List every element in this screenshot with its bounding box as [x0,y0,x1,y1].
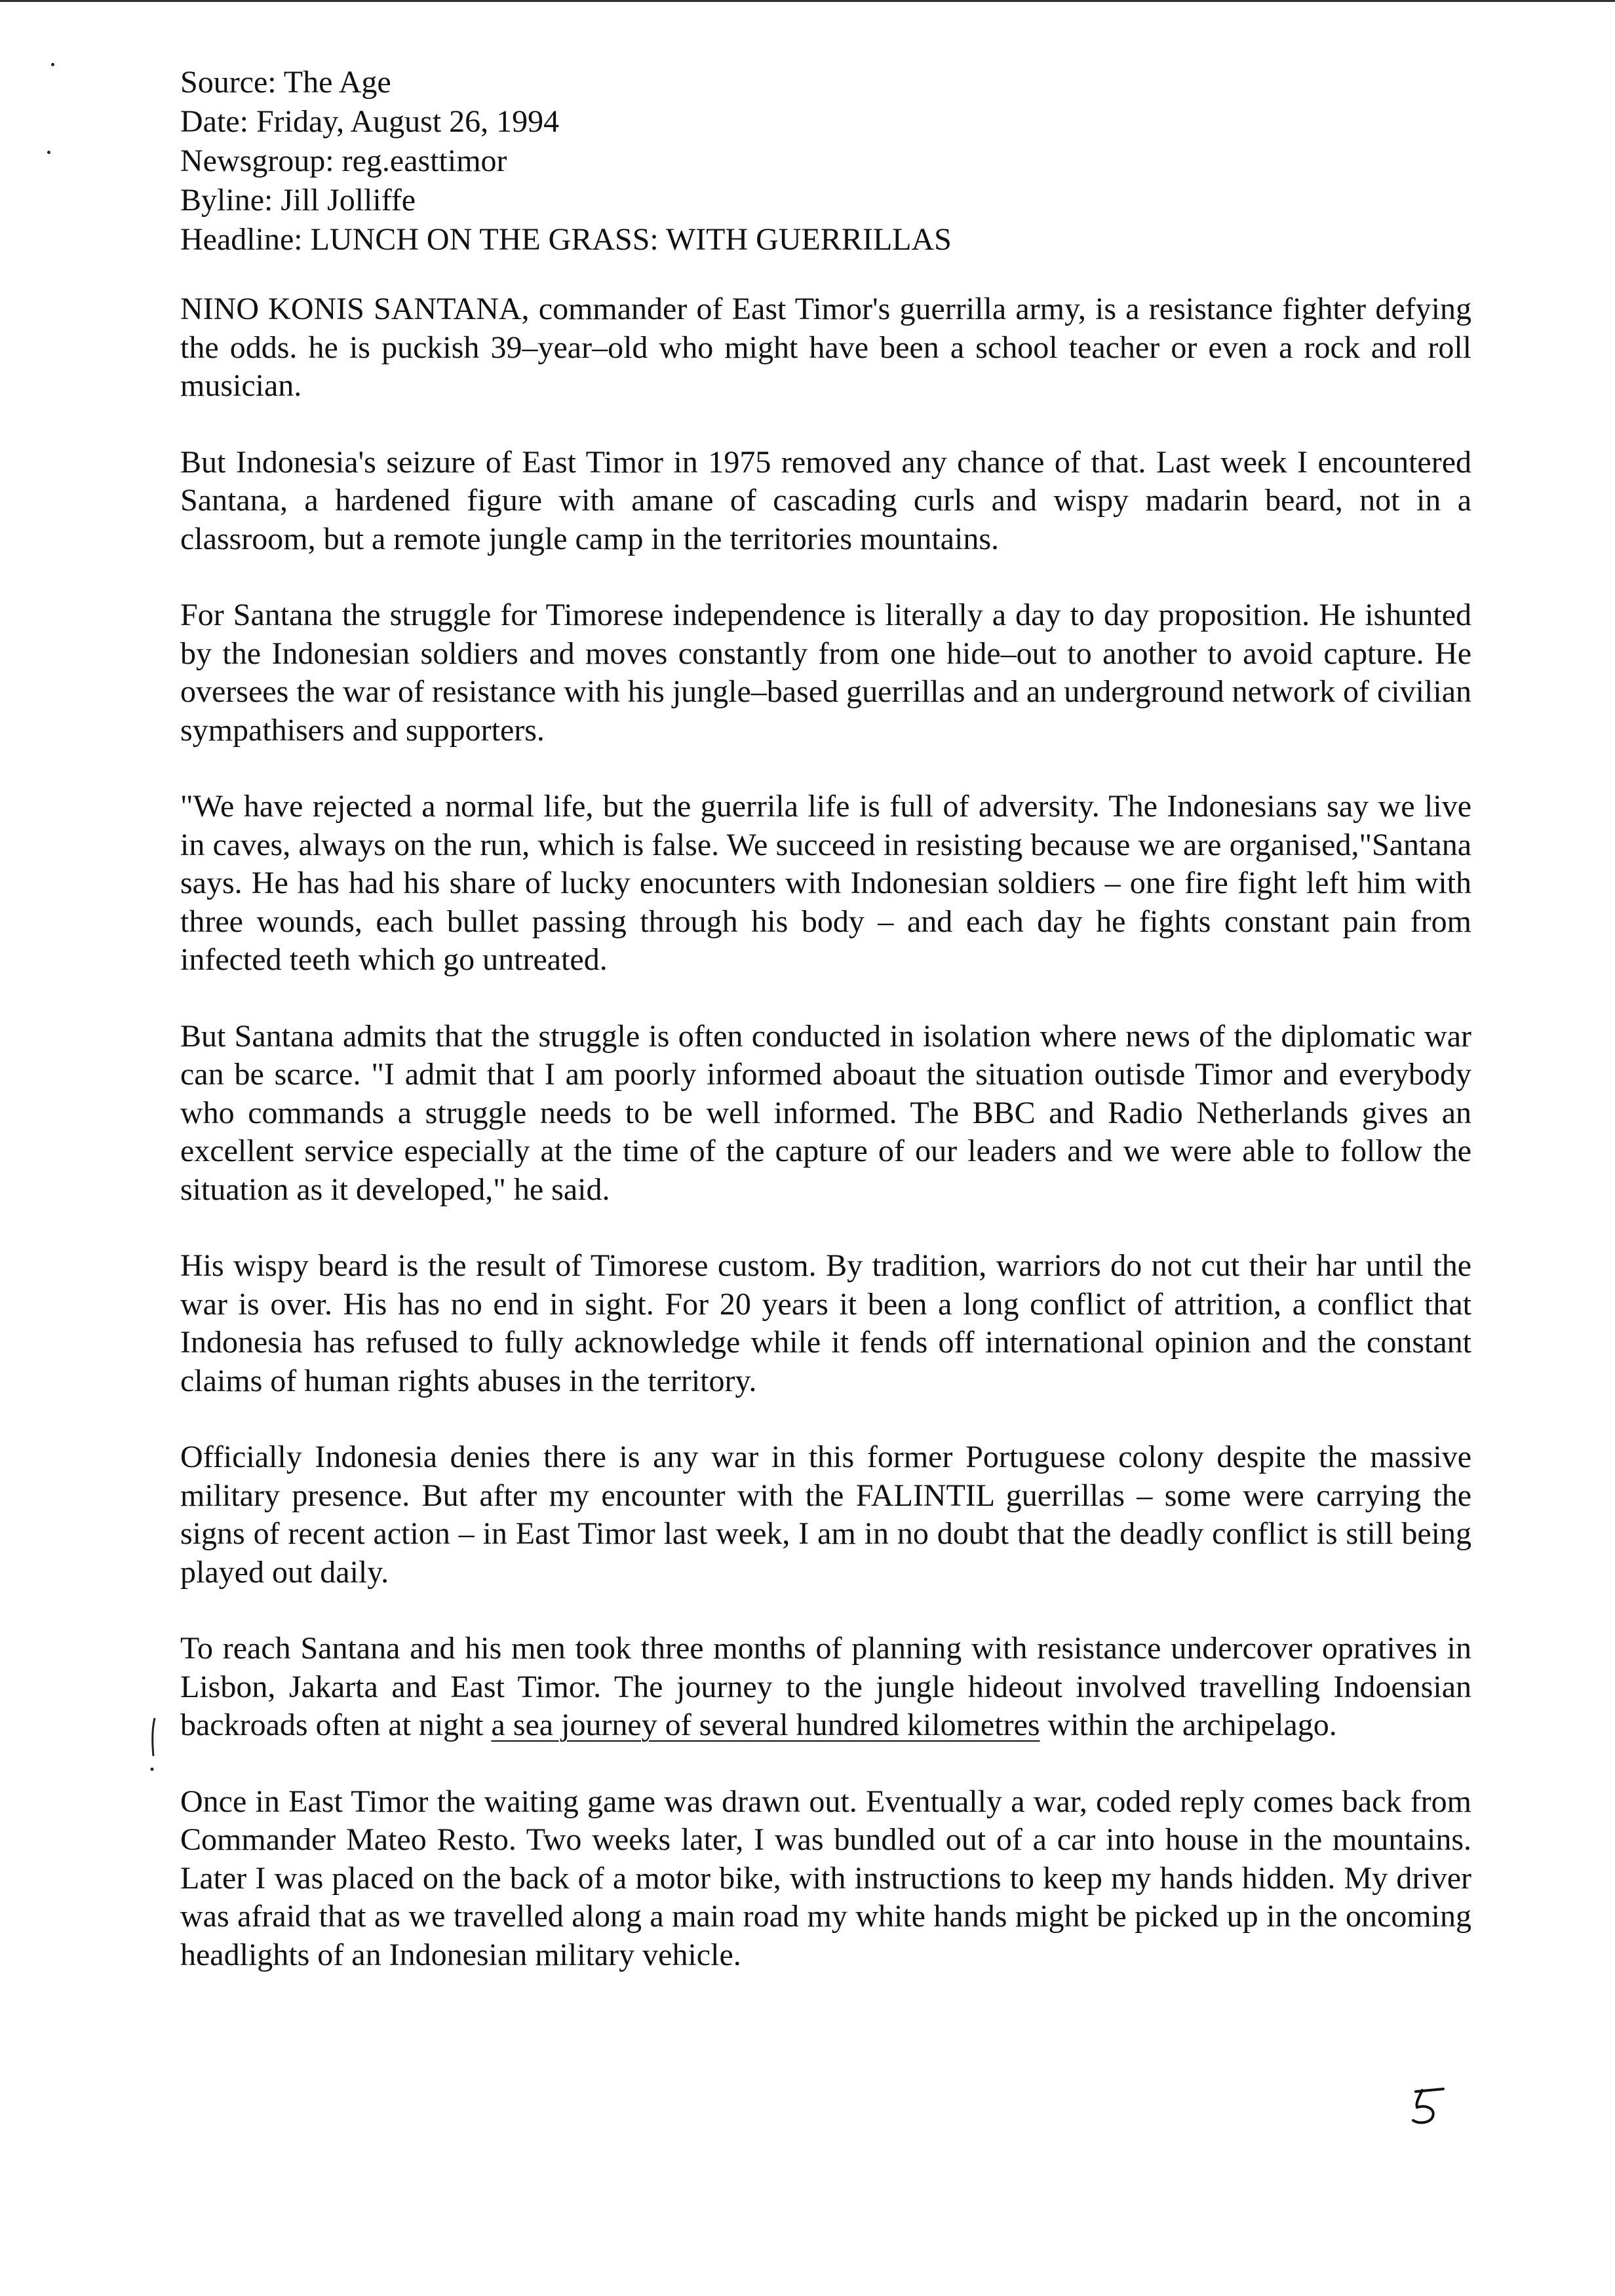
paragraph: But Indonesia's seizure of East Timor in 1975 removed any chance of that. Last week I encountered Santana, a hardened figure with amane of cascading curls and wispy madarin beard, not in a classroom, but a remote jungle camp in the territories mountains. [180,444,1471,556]
article-body [180,290,1471,2012]
byline-line: Byline: Jill Jolliffe [180,183,416,218]
source-line: Source: The Age [180,65,391,100]
paragraph: For Santana the struggle for Timorese independence is literally a day to day proposition. He ishunted by the Indonesian soldiers and moves constantly from one hide–out to another to avoid capture. He oversees the war of resistance with his jungle–based guerrillas and an underground network of civilian sympathisers and supporters. [180,598,1471,748]
paragraph-with-underline [180,1630,1471,1745]
handwritten-underline-text: a sea journey of several hundred kilometres [491,1708,1040,1742]
scan-speck [51,63,54,66]
paragraph: Once in East Timor the waiting game was drawn out. Eventually a war, coded reply comes back from Commander Mateo Resto. Two weeks later, I was bundled out of a car into house in the mountains. Later I was placed on the back of a motor bike, with instructions to keep my hands hidden. My driver was afraid that as we travelled along a main road my white hands might be picked up in the oncoming headlights of an Indonesian military vehicle. [180,1784,1471,1972]
page-number-glyph [1403,2082,1455,2128]
scan-speck [47,151,50,154]
paragraph: But Santana admits that the struggle is often conducted in isolation where news of the diplomatic war can be scarce. "I admit that I am poorly informed aboaut the situation outisde Timor and everybody who commands a struggle needs to be well informed. The BBC and Radio Netherlands gives an excellent service especially at the time of the capture of our leaders and we were able to follow the situation as it developed," he said. [180,1018,1471,1207]
paragraph: Officially Indonesia denies there is any war in this former Portuguese colony despite the massive military presence. But after my encounter with the FALINTIL guerrillas – some were carrying the signs of recent action – in East Timor last week, I am in no doubt that the deadly conflict is still being played out daily. [180,1440,1471,1590]
paragraph: NINO KONIS SANTANA, commander of East Timor's guerrilla army, is a resistance fighter defying the odds. he is puckish 39–year–old who might have been a school teacher or even a rock and roll musician. [180,292,1471,403]
date-line: Date: Friday, August 26, 1994 [180,104,560,139]
paragraph-text: To reach Santana and his men took three months of planning with resistance undercover opratives in Lisbon, Jakarta and East Timor. The journey to the jungle hideout involved travelling Indoensian backroads often at night [180,1631,1471,1742]
paragraph: "We have rejected a normal life, but the guerrila life is full of adversity. The Indonesians say we live in caves, always on the run, which is false. We succeed in resisting because we are organised,"Santana says. He has had his share of lucky enocunters with Indonesian soldiers – one fire fight left him with three wounds, each bullet passing through his body – and each day he fights constant pain from infected teeth which go untreated. [180,789,1471,977]
headline-line: Headline: LUNCH ON THE GRASS: WITH GUERRILLAS [180,222,952,257]
margin-bracket-mark [146,1715,165,1774]
paragraph-text: within the archipelago. [1040,1708,1337,1742]
article-metadata [180,63,1465,259]
newsgroup-line: Newsgroup: reg.easttimor [180,144,507,178]
top-edge-rule [0,0,1615,2]
paragraph: His wispy beard is the result of Timorese custom. By tradition, warriors do not cut their har until the war is over. His has no end in sight. For 20 years it been a long conflict of attrition, a conflict that Indonesia has refused to fully acknowledge while it fends off international opinion and the constant claims of human rights abuses in the territory. [180,1248,1471,1398]
